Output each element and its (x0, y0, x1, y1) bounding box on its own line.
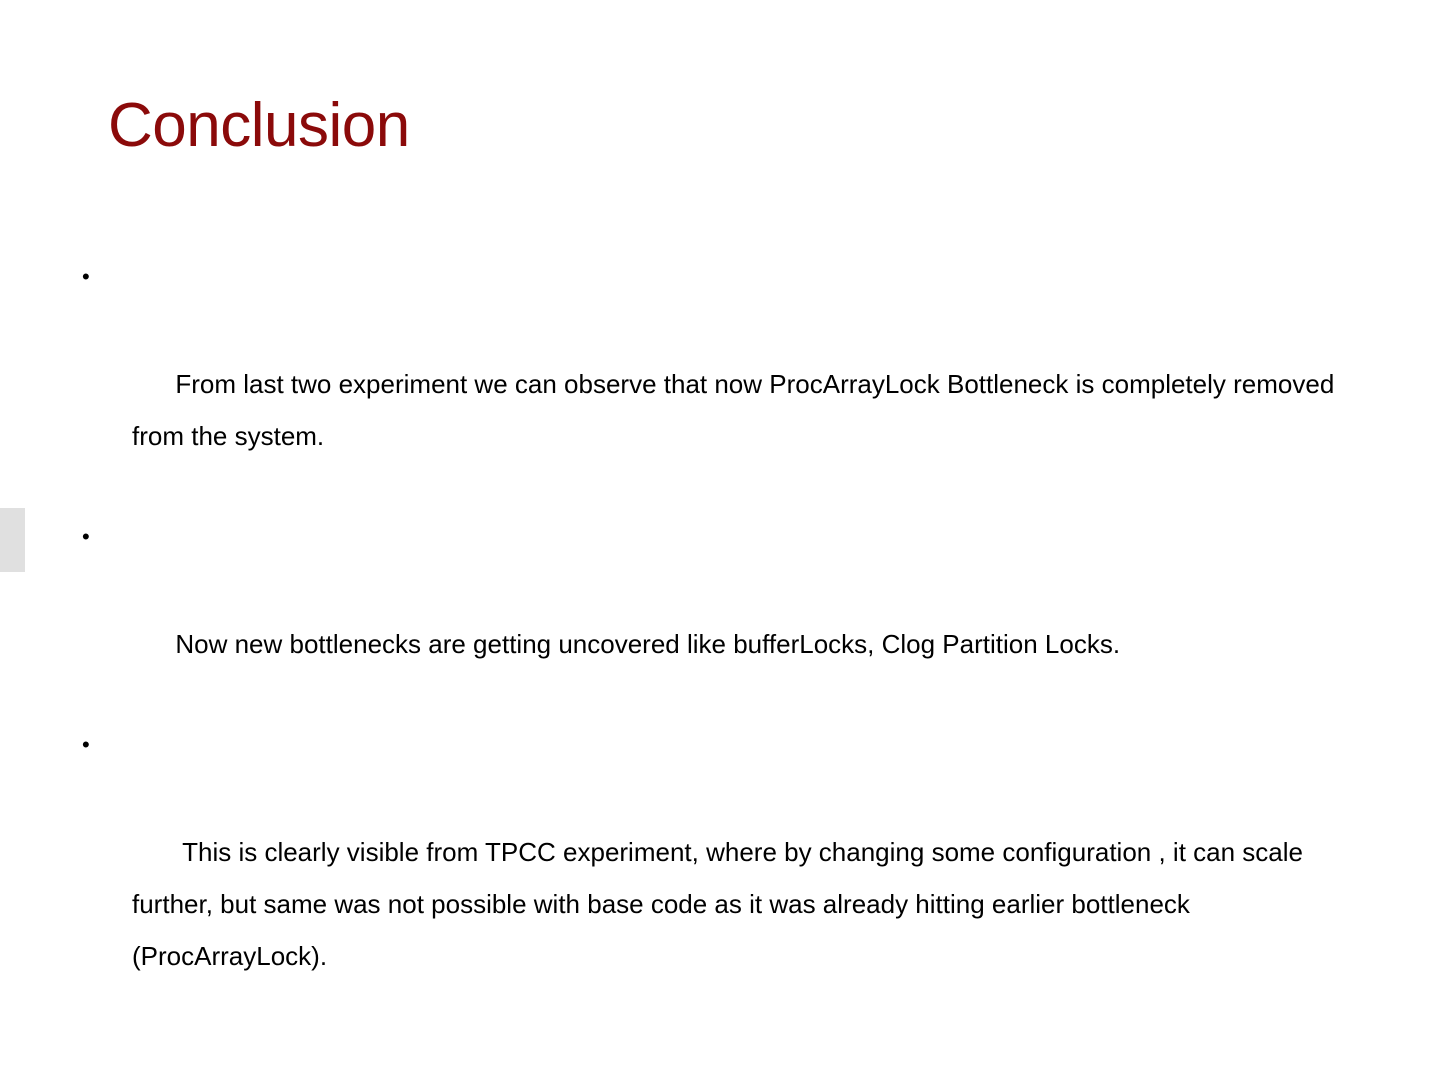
bullet-dot-icon: • (82, 264, 90, 289)
bullet-item (82, 514, 1372, 722)
bullet-item (82, 722, 1372, 1034)
bullet-text: This is clearly visible from TPCC experiment, where by changing some configuration , it can scale further, but same was not possible with base code as it was already hitting earlier bottleneck (ProcArrayLock). (132, 837, 1311, 971)
bullet-item (82, 254, 1372, 514)
bullet-dot-icon: • (82, 524, 90, 549)
bullet-text: Now new bottlenecks are getting uncovered like bufferLocks, Clog Partition Locks. (175, 629, 1121, 659)
slide-title: Conclusion (108, 91, 410, 160)
bullet-list (82, 254, 1372, 1034)
side-panel-handle[interactable] (0, 508, 25, 572)
bullet-dot-icon: • (82, 732, 90, 757)
bullet-text: From last two experiment we can observe that now ProcArrayLock Bottleneck is completely removed from the system. (132, 369, 1342, 451)
